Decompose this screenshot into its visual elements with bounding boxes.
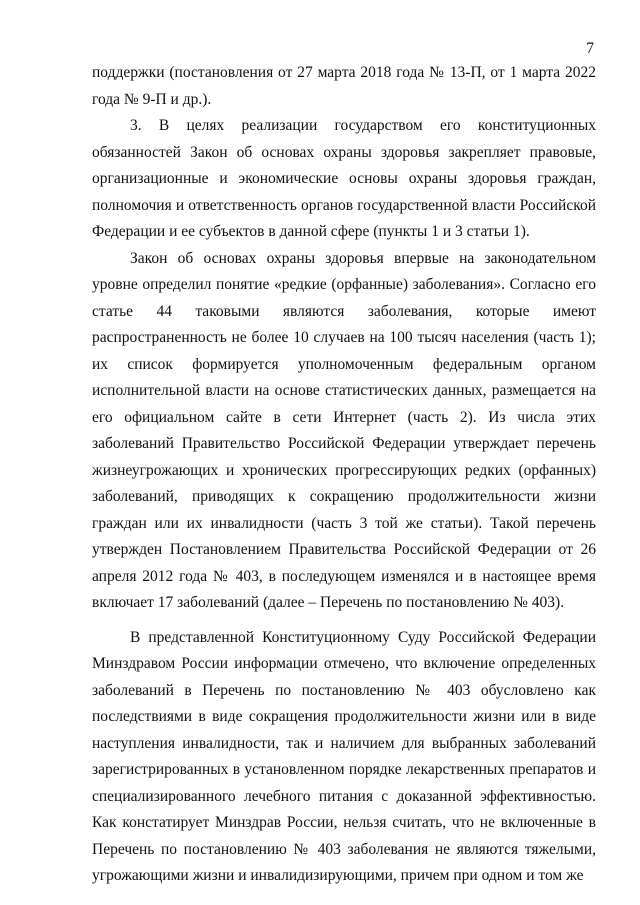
page-number: 7: [586, 40, 594, 57]
paragraph-ministry-information: В представленной Конституционному Суду Российской Федерации Минздравом России информации отмечено, что включение определенных заболеваний в Перечень по постановлению № 403 обусловлено как последствиями в виде сокращения продолжительности жизни или в виде наступления инвалидности, так и наличием для выбранных заболеваний зарегистрированных в установленном порядке лекарственных препаратов и специализированного лечебного питания с доказанной эффективностью. Как констатирует Минздрав России, нельзя считать, что не включенные в Перечень по постановлению № 403 заболевания не являются тяжелыми, угрожающими жизни и инвалидизирующими, причем при одном и том же: [92, 628, 596, 884]
document-body: [92, 60, 596, 890]
paragraph-orphan-diseases-definition: Закон об основах охраны здоровья впервые на законодательном уровне определил понятие «редкие (орфанные) заболевания». Согласно его статье 44 таковыми являются заболевания, которые имеют распространенность не более 10 случаев на 100 тысяч населения (часть 1); их список формируется уполномоченным федеральным органом исполнительной власти на основе статистических данных, размещается на его официальном сайте в сети Интернет (часть 2). Из числа этих заболеваний Правительство Российской Федерации утверждает перечень жизнеугрожающих и хронических прогрессирующих редких (орфанных) заболеваний, приводящих к сокращению продолжительности жизни граждан или их инвалидности (часть 3 той же статьи). Такой перечень утвержден Постановлением Правительства Российской Федерации от 26 апреля 2012 года № 403, в последующем изменялся и в настоящее время включает 17 заболеваний (далее – Перечень по постановлению № 403).: [92, 249, 596, 611]
paragraph-spacer: [92, 617, 596, 625]
paragraph-continuation: поддержки (постановления от 27 марта 2018 года № 13-П, от 1 марта 2022 года № 9-П и др.).: [92, 64, 596, 108]
paragraph-section-3: 3. В целях реализации государством его конституционных обязанностей Закон об основах охраны здоровья закрепляет правовые, организационные и экономические основы охраны здоровья граждан, полномочия и ответственность органов государственной власти Российской Федерации и ее субъектов в данной сфере (пункты 1 и 3 статьи 1).: [92, 117, 596, 240]
